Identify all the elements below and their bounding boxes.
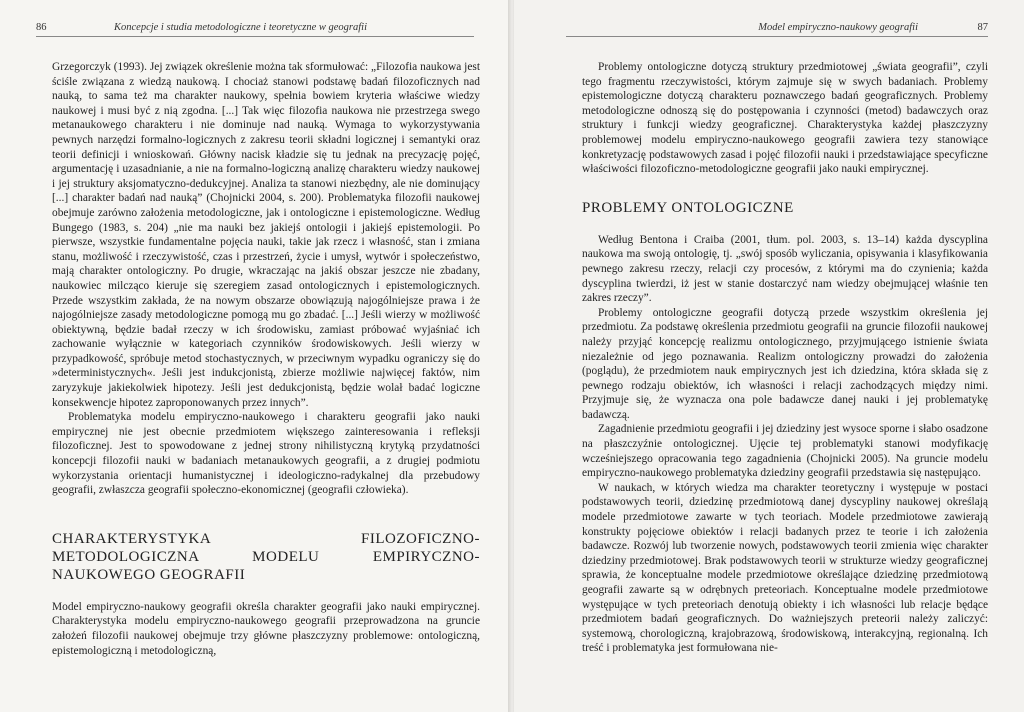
- right-section-heading: PROBLEMY ONTOLOGICZNE: [582, 199, 794, 216]
- right-paragraph-4: W naukach, w których wiedza ma charakter teoretyczny i występuje w postaci podstawowych teorii, dziedzinę przedmiotową danej dyscypliny naukowej określają modele przedmiotowe zawarte w tych teoriach. Modele przedmiotowe zawierają konstrukty pojęciowe obiektów i relacji badanych przez te teorie i ich założenia badawcze. Rozwój lub tworzenie nowych, podstawowych teorii zmienia więc charakter dziedziny przedmiotowej. Brak podstawowych teorii w strukturze wiedzy geograficznej sprawia, że konceptualne modele przedmiotowe określające dziedzinę przedmiotową geografii zawarte są w odrębnych preteoriach. Konceptualne modele przedmiotowe występujące w tych preteoriach denotują obiekty i ich własności lub relacje będące przedmiotem badań geograficznych. Do ważniejszych preteorii należy zaliczyć: systemową, chorologiczną, krajobrazową, środowiskową, interakcyjną, regionalną. Ich treść i problematyka jest formułowana nie-: [582, 481, 988, 655]
- left-paragraph-2: Problematyka modelu empiryczno-naukowego i charakteru geografii jako nauki empirycznej nie jest obecnie przedmiotem większego zainteresowania i refleksji filozoficznej. Jest to spowodowane z jednej strony nihilistyczną krytyką przydatności koncepcji filozofii nauki w badaniach metanaukowych geografii, a z drugiej podmiotu wykorzystania orientacji humanistycznej i ideologiczno-radykalnej dla przebudowy geografii, zwłaszcza geografii społeczno-ekonomicznej (geografii człowieka).: [52, 411, 480, 497]
- right-page: [514, 0, 1024, 712]
- right-running-header: [566, 22, 988, 37]
- left-running-header: [36, 22, 474, 37]
- right-paragraph-1: Według Bentona i Craiba (2001, tłum. pol. 2003, s. 13–14) każda dyscyplina naukowa ma swoją ontologię, tj. „swój sposób wyliczania, opisywania i klasyfikowania pewnego zakresu rzeczy, relacji czy procesów, z którymi ma do czynienia; każda dyscyplina twierdzi, iż jest w stanie dostarczyć nam wiedzy obejmującej właśnie ten zakres rzeczy”.: [582, 233, 988, 305]
- left-paragraph-after-heading: Model empiryczno-naukowy geografii określa charakter geografii jako nauki empirycznej. Charakterystyka modelu empiryczno-naukowego geografii przeprowadzona na gruncie założeń filozofii naukowej obejmuje trzy główne płaszczyzny problemowe: ontologiczną, epistemologiczną i metodologiczną,: [52, 600, 480, 657]
- left-running-title: Koncepcje i studia metodologiczne i teoretyczne w geografii: [114, 22, 368, 33]
- left-section-heading: CHARAKTERYSTYKA FILOZOFICZNO-METODOLOGICZNA MODELU EMPIRYCZNO-NAUKOWEGO GEOGRAFII: [52, 530, 480, 583]
- left-page: [0, 0, 510, 712]
- right-paragraph-intro: Problemy ontologiczne dotyczą struktury przedmiotowej „świata geografii”, czyli tego fragmentu rzeczywistości, którym zajmuje się w swych badaniach. Problemy epistemologiczne dotyczą charakteru poznawczego badań geograficznych. Problemy metodologiczne odnoszą się do postępowania i czynności (metod) badawczych oraz struktury i funkcji wiedzy geograficznej. Charakterystyka każdej płaszczyzny problemowej modelu empiryczno-naukowego geografii zawiera tezy stanowiące konkretyzację podstawowych zasad i pojęć filozofii nauki i przedstawiające specyficzne właściwości filozoficzno-metodologiczne geografii jako nauki empirycznej.: [582, 61, 988, 176]
- left-page-number: 86: [36, 22, 47, 33]
- left-paragraph-1: Grzegorczyk (1993). Jej związek określenie można tak sformułować: „Filozofia naukowa jest ściśle związana z wiedzą naukową. I chociaż stanowi podstawę badań filozoficznych nad nauką, to sama też ma charakter naukowy, spełnia bowiem kryteria właściwe wiedzy naukowej i musi być z nią zgodna. [...] Tak więc filozofia naukowa nie przestrzega swego metanaukowego charakteru i nie dominuje nad nauką. Wymaga to wykorzystywania pewnych narzędzi formalno-logicznych z zakresu teorii składni logicznej i semantyki oraz teorii definicji i wnioskowań. Główny nacisk kładzie się tu jednak na precyzację pojęć, argumentację i uzasadnianie, a nie na formalno-logiczną analizę charakteru wiedzy naukowej i jej struktury aksjomatyczno-dedukcyjnej. Analiza ta stanowi niezbędny, ale nie dominujący [...] charakter badań nad nauką” (Chojnicki 2004, s. 200). Problematyka filozofii naukowej obejmuje zarówno założenia metodologiczne, jak i ontologiczne i epistemologiczne. Według Bungego (1983, s. 204) „nie ma nauki bez jakiejś ontologii i jakiejś epistemologii. Po pierwsze, wszystkie fundamentalne pojęcia nauki, takie jak rzecz i własność, stan i zmiana stanu, możliwość i rzeczywistość, czas i przestrzeń, życie i umysł, wytwór i społeczeństwo, mają charakter ontologiczny. Po drugie, wkraczając na jakiś obszar jeszcze nie zbadany, naukowiec milcząco kieruje się szeregiem zasad ontologicznych i epistemologicznych. Przede wszystkim zakłada, że na nowym obszarze obowiązują najogólniejsze prawa i że najogólniejsze zasady metodologiczne pomogą mu go zbadać. [...] Jeśli wierzy w możliwość obiektywną, będzie badał rzeczy w ich środowisku, zamiast próbować wyjaśniać ich zachowanie wyłącznie w kategoriach czynników środowiskowych. Jeśli wierzy w przypadkowość, spróbuje metod stochastycznych, w przeciwnym wypadku ograniczy się do »deterministycznych«. Jeśli jest indukcjonistą, zbierze możliwie najwięcej faktów, nim zaryzykuje jakiekolwiek hipotezy. Jeśli jest dedukcjonistą, będzie wolał badać logiczne konsekwencje hipotez zaproponowanych przez innych”.: [52, 61, 480, 409]
- right-paragraph-2: Problemy ontologiczne geografii dotyczą przede wszystkim określenia jej przedmiotu. Za podstawę określenia przedmiotu geografii na gruncie filozofii naukowej należy przyjąć koncepcję realizmu ontologicznego, przyjmującego istnienie świata niezależnie od jego poznawania. Realizm ontologiczny prowadzi do założenia (poglądu), że przedmiotem nauk empirycznych jest ich dziedzina, która składa się z pewnego rodzaju obiektów, ich własności i relacji zachodzących między nimi. Przyjmuje się, że wyznacza ona pole badawcze danej nauki i jej problematykę badawczą.: [582, 306, 988, 421]
- right-running-title: Model empiryczno-naukowy geografii: [758, 22, 918, 33]
- right-page-body: [582, 60, 988, 656]
- right-page-number: 87: [977, 22, 988, 33]
- right-paragraph-3: Zagadnienie przedmiotu geografii i jej dziedziny jest wysoce sporne i słabo osadzone na płaszczyźnie ontologicznej. Ujęcie tej problematyki stanowi modyfikację wcześniejszego opracowania tego zagadnienia (Chojnicki 2005). Na gruncie modelu empiryczno-naukowego problematyka dziedziny geografii przedstawia się następująco.: [582, 423, 988, 480]
- left-page-body: [52, 60, 480, 658]
